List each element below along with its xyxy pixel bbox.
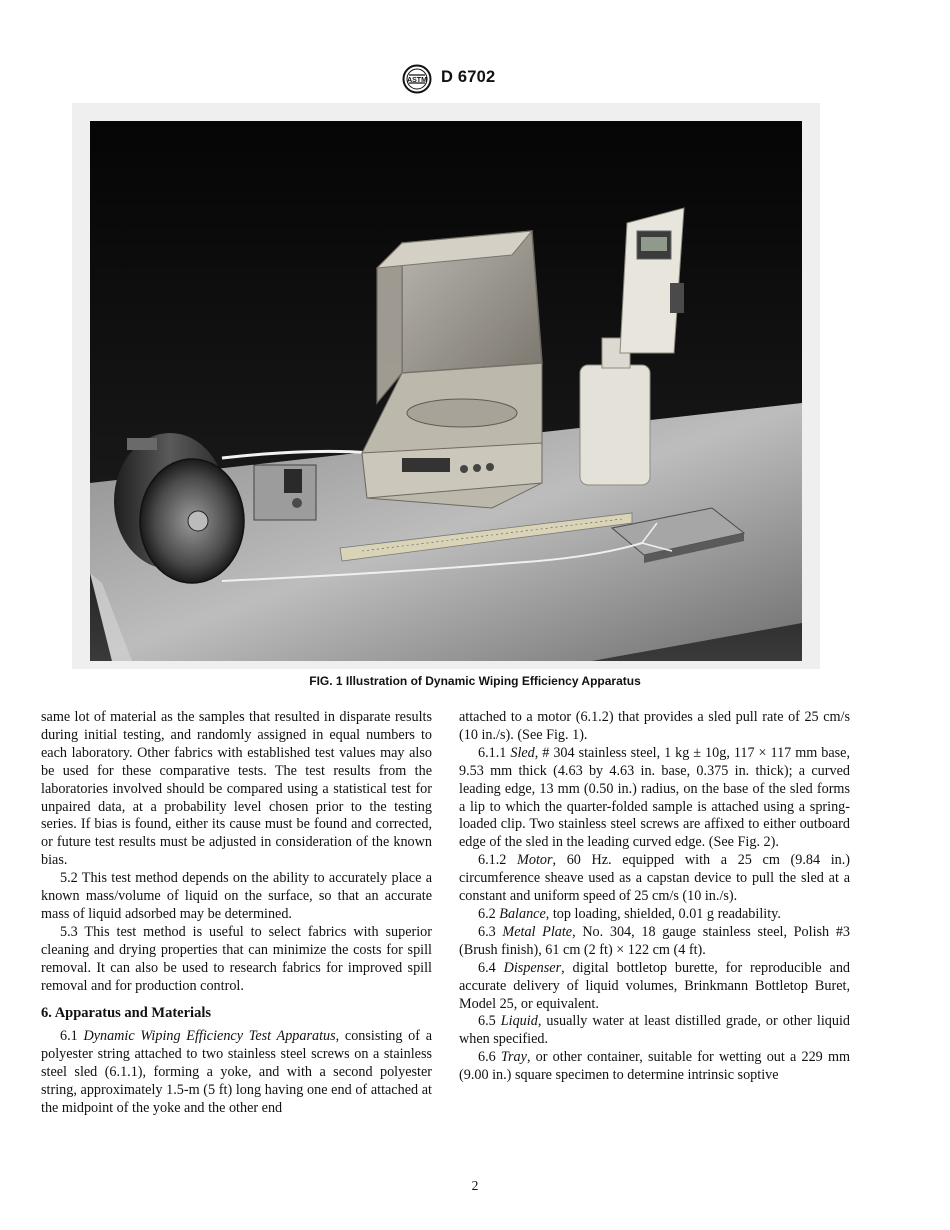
clause-term: Dynamic Wiping Efficiency Test Apparatus [83,1028,336,1045]
clause-number: 6.2 [478,905,500,922]
paragraph-6-2 [459,906,850,924]
clause-number: 6.1 [60,1028,84,1045]
clause-text: , 60 Hz. equipped with a 25 cm (9.84 in.) circumference sheave used as a capstan device to pull the sled at a constant and uniform speed of 25 cm/s (10 in./s). [459,852,851,905]
clause-term: Tray [500,1049,527,1066]
page-number: 2 [471,1178,479,1193]
clause-number: 6.5 [478,1013,501,1030]
clause-term: Metal Plate [502,923,573,940]
clause-term: Dispenser [503,959,562,976]
figure-1-photo [72,103,820,669]
astm-logo-lettering: ASTM [407,77,427,84]
paragraph-6-6 [459,1049,850,1085]
clause-number: 6.6 [478,1049,501,1066]
clause-number: 6.1.1 [478,744,511,761]
clause-text: , or other container, suitable for wetting out a 229 mm (9.00 in.) square specimen to determine intrinsic soptive [459,1049,851,1084]
left-column [41,709,432,1118]
clause-text: , consisting of a polyester string attached to two stainless steel screws on a stainless steel sled (6.1.1), forming a yoke, and with a second polyester string, approximately 1.5-m (5 ft) long having one end of attached at the midpoint of the yoke and the other end [41,1028,433,1117]
clause-term: Motor [517,852,553,869]
paragraph-6-3 [459,924,850,960]
right-column [459,709,850,1085]
clause-text: , No. 304, 18 gauge stainless steel, Polish #3 (Brush finish), 61 cm (2 ft) × 122 cm (4 ft). [459,923,851,958]
clause-text: , usually water at least distilled grade, or other liquid when specified. [459,1013,850,1048]
clause-term: Balance [499,905,546,922]
paragraph-5-2: 5.2 This test method depends on the ability to accurately place a known mass/volume of liquid on the surface, so that an accurate mass of liquid adsorbed may be determined. [41,870,432,922]
apparatus-photo-illustration [72,103,820,669]
paragraph-6-1 [41,1028,432,1118]
page-header [0,64,950,94]
figure-caption: FIG. 1 Illustration of Dynamic Wiping Efficiency Apparatus [309,674,641,688]
paragraph-6-5 [459,1013,850,1049]
clause-number: 6.3 [478,923,503,940]
clause-text: , digital bottletop burette, for reproducible and accurate delivery of liquid volumes, Brinkmann Bottletop Buret, Model 25, or equivalent. [459,959,851,1012]
paragraph-5-3: 5.3 This test method is useful to select fabrics with superior cleaning and drying properties that can minimize the costs for spill removal. It can also be used to research fabrics for improved spill removal and for production control. [41,923,432,994]
section-6-heading: 6. Apparatus and Materials [41,1004,211,1021]
astm-logo [400,64,434,94]
standard-number: D 6702 [441,68,496,86]
clause-term: Liquid [500,1013,538,1030]
clause-text: , top loading, shielded, 0.01 g readability. [545,905,781,922]
clause-text: , # 304 stainless steel, 1 kg ± 10g, 117 × 117 mm base, 9.53 mm thick (4.63 by 4.63 in. base, 0.375 in. thick); a curved leading edge, 13 mm (0.50 in.) radius, on the base of the sled forms a lip to which the quarter-folded sample is attached using a spring-loaded clip. Two stainless steel screws are affixed to either outboard edge of the sled in the leading curved edge. (See Fig. 2). [459,744,851,851]
paragraph-6-1-2 [459,852,850,906]
paragraph-6-1-1 [459,745,850,852]
paragraph-continued: same lot of material as the samples that resulted in disparate results during initial testing, and randomly assigned in equal numbers to each laboratory. Other fabrics with established test values may also be used for these comparative tests. The test results from the laboratories involved should be compared using a statistical test for unpaired data, at a probability level chosen prior to the testing series. If bias is found, either its cause must be found and corrected, or future test results must be adjusted in consideration of the known bias. [41,709,432,869]
paragraph-6-4 [459,960,850,1014]
paragraph-continued: attached to a motor (6.1.2) that provides a sled pull rate of 25 cm/s (10 in./s). (See Fig. 1). [459,709,850,743]
clause-number: 6.1.2 [478,852,518,869]
clause-term: Sled [510,744,535,761]
clause-number: 6.4 [478,959,504,976]
